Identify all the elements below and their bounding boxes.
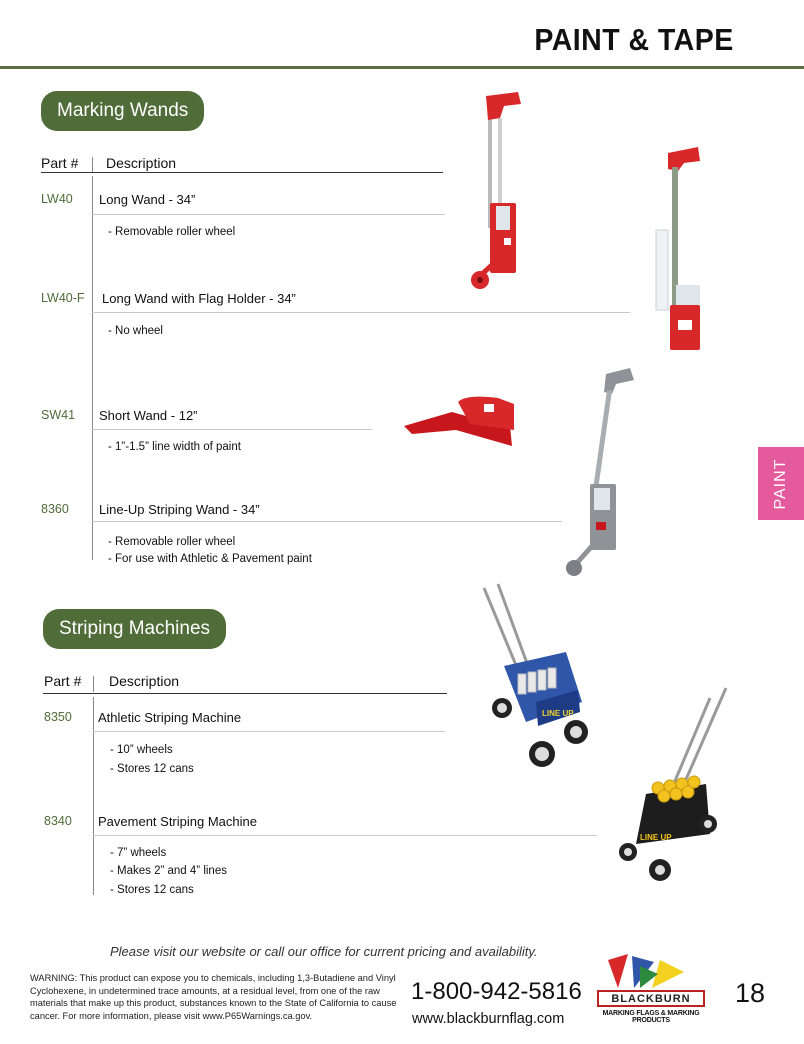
lw40-wand-image xyxy=(466,88,536,298)
product-note: - 10” wheels xyxy=(110,744,173,756)
flags-icon xyxy=(594,952,708,990)
header-rule xyxy=(41,172,443,173)
section-tab-label: PAINT xyxy=(772,458,789,509)
8350-machine-image xyxy=(478,582,600,774)
product-name: Long Wand with Flag Holder - 34” xyxy=(102,291,296,306)
product-note: - 1”-1.5” line width of paint xyxy=(108,441,241,453)
header-rule xyxy=(0,66,804,69)
row-rule xyxy=(92,521,562,522)
part-number: 8360 xyxy=(41,502,69,516)
phone-number[interactable]: 1-800-942-5816 xyxy=(411,978,582,1005)
marking-wands-heading: Marking Wands xyxy=(41,91,204,131)
product-note: - Stores 12 cans xyxy=(110,884,194,896)
product-note: - Removable roller wheel xyxy=(108,536,236,548)
logo-wordmark-box xyxy=(597,990,705,1007)
column-divider xyxy=(92,157,93,172)
lw40f-wand-image xyxy=(650,145,710,360)
sw41-wand-image xyxy=(400,390,520,460)
product-note: - Removable roller wheel xyxy=(108,226,236,238)
page-title: PAINT & TAPE xyxy=(534,22,734,57)
website-link[interactable]: www.blackburnflag.com xyxy=(412,1011,565,1027)
product-note: - Stores 12 cans xyxy=(110,763,194,775)
part-number: SW41 xyxy=(41,408,76,422)
logo-tagline: MARKING FLAGS & MARKING PRODUCTS xyxy=(602,1010,700,1024)
product-name: Long Wand - 34” xyxy=(99,192,196,207)
8360-wand-image xyxy=(560,366,640,580)
product-note: - No wheel xyxy=(108,325,163,337)
row-rule xyxy=(92,214,445,215)
striping-machines-heading: Striping Machines xyxy=(43,609,226,649)
row-rule xyxy=(92,429,372,430)
table-divider xyxy=(92,176,93,560)
blackburn-logo xyxy=(594,952,708,1024)
header-rule xyxy=(43,693,447,694)
8340-machine-image xyxy=(610,684,732,886)
svg-text:LINE UP: LINE UP xyxy=(542,709,574,718)
table-divider xyxy=(93,697,94,895)
pricing-notice: Please visit our website or call our office for current pricing and availability. xyxy=(110,944,538,959)
column-divider xyxy=(93,676,94,692)
column-header-part: Part # xyxy=(41,155,79,171)
product-name: Line-Up Striping Wand - 34” xyxy=(99,502,260,517)
part-number: LW40 xyxy=(41,192,73,206)
row-rule xyxy=(93,835,597,836)
column-header-description: Description xyxy=(106,155,177,171)
product-name: Pavement Striping Machine xyxy=(98,814,257,829)
prop65-warning: WARNING: This product can expose you to chemicals, including 1,3-Butadiene and Vinyl Cyclohexene, in undetermined trace amounts, at a residual level, from one of the raw materials that make up this product, substances known to the State of California to cause cancer. For more information, please visit www.P65Warnings.ca.gov. xyxy=(30,973,397,1021)
part-number: 8350 xyxy=(44,710,72,724)
product-name: Athletic Striping Machine xyxy=(98,710,242,725)
row-rule xyxy=(92,312,630,313)
part-number: 8340 xyxy=(44,814,72,828)
column-header-part: Part # xyxy=(44,673,82,689)
svg-text:LINE UP: LINE UP xyxy=(640,833,672,842)
column-header-description: Description xyxy=(109,673,180,689)
product-note: - Makes 2” and 4” lines xyxy=(110,865,227,877)
section-tab-paint[interactable] xyxy=(758,447,804,520)
page-number: 18 xyxy=(735,978,766,1008)
row-rule xyxy=(93,731,445,732)
logo-wordmark: BLACKBURN xyxy=(611,993,691,1005)
product-name: Short Wand - 12” xyxy=(99,408,198,423)
product-note: - For use with Athletic & Pavement paint xyxy=(108,553,312,565)
product-note: - 7” wheels xyxy=(110,847,167,859)
part-number: LW40-F xyxy=(41,291,85,305)
